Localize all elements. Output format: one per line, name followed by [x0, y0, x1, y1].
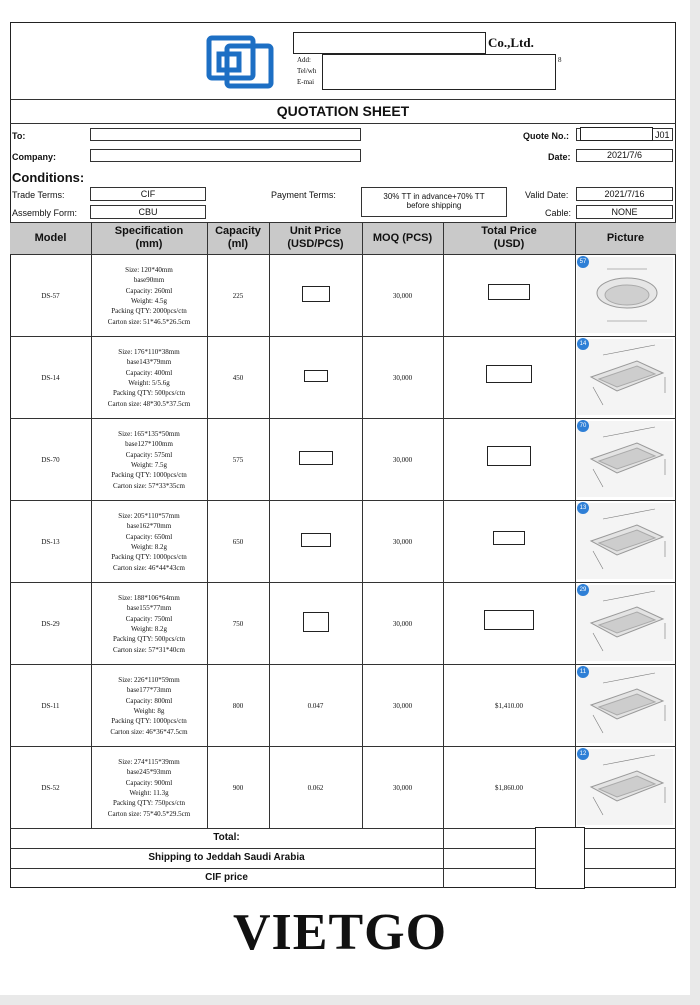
spec-line: base155*77mm	[126, 604, 172, 613]
specification-cell	[91, 255, 207, 337]
col-total-price	[443, 222, 575, 254]
col-capacity-line1: Capacity	[215, 225, 261, 237]
product-photo	[577, 585, 673, 661]
trade-terms-field: CIF	[90, 187, 206, 201]
product-photo	[577, 421, 673, 497]
col-capacity	[207, 222, 269, 254]
model-cell: DS-70	[41, 456, 60, 464]
total-label: Total:	[213, 832, 240, 843]
spec-line: Packing QTY: 750pcs/ctn	[112, 799, 186, 808]
spec-line: Weight: 8.2g	[131, 543, 167, 551]
specification-cell	[91, 665, 207, 747]
spec-line: Carton size: 46*44*43cm	[113, 563, 185, 572]
spec-line: Weight: 5/5.6g	[128, 379, 170, 387]
unit-price-redaction	[301, 533, 331, 547]
moq-cell: 30,000	[392, 620, 413, 628]
foil-container-icon	[577, 421, 673, 497]
total-price-redaction	[488, 284, 530, 300]
spec-line: Packing QTY: 1000pcs/ctn	[111, 717, 187, 726]
col-unit-price-line2: (USD/PCS)	[287, 238, 344, 250]
total-price-cell: $1,860.00	[495, 784, 523, 792]
date-label: Date:	[548, 152, 571, 162]
footer-total-redaction	[535, 827, 585, 889]
payment-terms-label: Payment Terms:	[271, 190, 336, 200]
spec-line: base90mm	[133, 276, 165, 285]
company-label: Company:	[12, 152, 57, 162]
sheet-title: QUOTATION SHEET	[276, 103, 410, 119]
payment-terms-line-1: 30% TT in advance+70% TT	[383, 192, 485, 201]
col-divider	[91, 222, 92, 828]
col-unit-price	[269, 222, 362, 254]
trade-terms-label: Trade Terms:	[12, 190, 65, 200]
total-price-redaction	[486, 365, 532, 383]
col-unit-price-line1: Unit Price	[289, 225, 342, 237]
col-picture: Picture	[606, 231, 645, 244]
product-photo	[577, 339, 673, 415]
foil-container-icon	[577, 257, 673, 333]
spec-line: base127*100mm	[125, 440, 173, 449]
spec-line: base143*79mm	[126, 358, 172, 367]
total-price-redaction	[487, 446, 531, 466]
product-number-badge: 70	[577, 420, 589, 432]
assembly-form-field: CBU	[90, 205, 206, 219]
capacity-cell: 575	[232, 456, 244, 464]
product-number-badge: 29	[577, 584, 589, 596]
company-field	[90, 149, 361, 162]
spec-line: Packing QTY: 1000pcs/ctn	[111, 471, 187, 480]
footer-divider	[443, 828, 444, 888]
moq-cell: 30,000	[392, 702, 413, 710]
cif-price-label: CIF price	[205, 872, 248, 883]
model-cell: DS-13	[41, 538, 60, 546]
spec-line: Capacity: 260ml	[125, 286, 173, 295]
specification-cell	[91, 747, 207, 829]
spec-line: Packing QTY: 1000pcs/ctn	[111, 553, 187, 562]
unit-price-redaction	[303, 612, 329, 632]
foil-container-icon	[577, 339, 673, 415]
specification-cell	[91, 337, 207, 419]
col-divider	[362, 222, 363, 828]
cable-label: Cable:	[545, 208, 572, 218]
product-number-badge: 11	[577, 666, 589, 678]
spec-line: Weight: 8g	[133, 707, 165, 715]
address-label: Add:	[297, 56, 311, 64]
capacity-cell: 225	[232, 292, 244, 300]
spec-line: Carton size: 51*46.5*26.5cm	[107, 317, 191, 326]
date-field: 2021/7/6	[576, 149, 673, 162]
foil-container-icon	[577, 585, 673, 661]
spec-line: Size: 165*135*50mm	[118, 430, 180, 439]
spec-line: Weight: 4.5g	[131, 297, 167, 305]
spec-line: Size: 176*110*38mm	[118, 348, 180, 357]
foil-container-icon	[577, 749, 673, 825]
col-divider	[575, 222, 576, 888]
product-photo	[577, 667, 673, 743]
moq-cell: 30,000	[392, 374, 413, 382]
quote-no-label: Quote No.:	[523, 131, 569, 141]
to-field	[90, 128, 361, 141]
product-photo	[577, 749, 673, 825]
col-moq: MOQ (PCS)	[372, 231, 433, 244]
assembly-form-label: Assembly Form:	[12, 208, 78, 218]
spec-line: Capacity: 800ml	[125, 696, 173, 705]
spec-line: Carton size: 46*36*47.5cm	[110, 727, 188, 736]
moq-cell: 30,000	[392, 292, 413, 300]
spec-line: Weight: 8.2g	[131, 625, 167, 633]
quote-no-suffix: J01	[655, 130, 670, 140]
email-label: E-mai	[297, 78, 315, 86]
payment-terms-line-2: before shipping	[406, 201, 462, 210]
spec-line: Packing QTY: 500pcs/ctn	[112, 635, 186, 644]
shipping-label: Shipping to Jeddah Saudi Arabia	[148, 852, 305, 863]
specification-cell	[91, 501, 207, 583]
moq-cell: 30,000	[392, 538, 413, 546]
col-model: Model	[34, 231, 67, 244]
company-suffix: Co.,Ltd.	[488, 35, 534, 50]
table-top-rule	[10, 222, 676, 223]
capacity-cell: 650	[232, 538, 244, 546]
spec-line: Capacity: 750ml	[125, 614, 173, 623]
col-capacity-line2: (ml)	[227, 238, 249, 250]
model-cell: DS-57	[41, 292, 60, 300]
spec-line: Carton size: 57*31*40cm	[113, 645, 185, 654]
spec-line: Size: 226*110*59mm	[118, 676, 180, 685]
spec-line: Weight: 11.3g	[129, 789, 169, 797]
moq-cell: 30,000	[392, 456, 413, 464]
spec-line: Packing QTY: 2000pcs/ctn	[111, 307, 187, 316]
product-number-badge: 14	[577, 338, 589, 350]
vietgo-watermark: VIETGO	[232, 904, 448, 961]
col-specification-line1: Specification	[114, 225, 184, 237]
foil-container-icon	[577, 503, 673, 579]
model-cell: DS-14	[41, 374, 60, 382]
company-logo	[205, 34, 277, 90]
spec-line: base245*93mm	[126, 768, 172, 777]
spec-line: Weight: 7.5g	[131, 461, 167, 469]
total-price-redaction	[484, 610, 534, 630]
quote-no-redaction	[580, 127, 653, 141]
model-cell: DS-52	[41, 784, 60, 792]
foil-container-icon	[577, 667, 673, 743]
spec-line: Capacity: 400ml	[125, 368, 173, 377]
capacity-cell: 750	[232, 620, 244, 628]
title-top-rule	[10, 99, 676, 100]
conditions-heading: Conditions:	[12, 170, 85, 185]
spec-line: Packing QTY: 500pcs/ctn	[112, 389, 186, 398]
total-price-redaction	[493, 531, 525, 545]
col-divider	[443, 222, 444, 828]
stray-char: 8	[558, 56, 562, 64]
col-divider	[269, 222, 270, 828]
col-total-price-line1: Total Price	[481, 225, 537, 237]
capacity-cell: 450	[232, 374, 244, 382]
spec-line: Size: 120*40mm	[125, 266, 173, 275]
spec-line: Size: 274*115*39mm	[118, 758, 180, 767]
model-cell: DS-29	[41, 620, 60, 628]
spec-line: Size: 205*110*57mm	[118, 512, 180, 521]
unit-price-redaction	[302, 286, 330, 302]
spec-line: Capacity: 650ml	[125, 532, 173, 541]
contact-redaction	[322, 54, 556, 90]
model-cell: DS-11	[41, 702, 60, 710]
unit-price-redaction	[304, 370, 328, 382]
company-name-redaction	[293, 32, 486, 54]
capacity-cell: 900	[232, 784, 244, 792]
product-number-badge: 57	[577, 256, 589, 268]
moq-cell: 30,000	[392, 784, 413, 792]
product-photo	[577, 503, 673, 579]
payment-terms-field	[361, 187, 507, 217]
spec-line: Carton size: 48*30.5*37.5cm	[107, 399, 191, 408]
valid-date-label: Valid Date:	[525, 190, 569, 200]
spec-line: Carton size: 75*40.5*29.5cm	[107, 809, 191, 818]
total-price-cell: $1,410.00	[495, 702, 523, 710]
product-number-badge: 12	[577, 748, 589, 760]
spec-line: base162*70mm	[126, 522, 172, 531]
spec-line: Carton size: 57*33*35cm	[113, 481, 185, 490]
specification-cell	[91, 419, 207, 501]
spec-line: base177*73mm	[126, 686, 172, 695]
specification-cell	[91, 583, 207, 665]
unit-price-cell: 0.062	[307, 784, 324, 792]
unit-price-cell: 0.047	[307, 702, 324, 710]
col-specification-line2: (mm)	[135, 238, 163, 250]
spec-line: Size: 188*106*64mm	[118, 594, 180, 603]
to-label: To:	[12, 131, 26, 141]
unit-price-redaction	[299, 451, 333, 465]
col-total-price-line2: (USD)	[493, 238, 525, 250]
title-bottom-rule	[10, 123, 676, 124]
spec-line: Capacity: 900ml	[125, 778, 173, 787]
tel-label: Tel/wh	[297, 67, 317, 75]
product-number-badge: 13	[577, 502, 589, 514]
col-divider	[207, 222, 208, 828]
product-photo	[577, 257, 673, 333]
spec-line: Capacity: 575ml	[125, 450, 173, 459]
valid-date-field: 2021/7/16	[576, 187, 673, 201]
header-bottom-rule	[10, 254, 676, 255]
capacity-cell: 800	[232, 702, 244, 710]
cable-field: NONE	[576, 205, 673, 219]
col-specification	[91, 222, 207, 254]
